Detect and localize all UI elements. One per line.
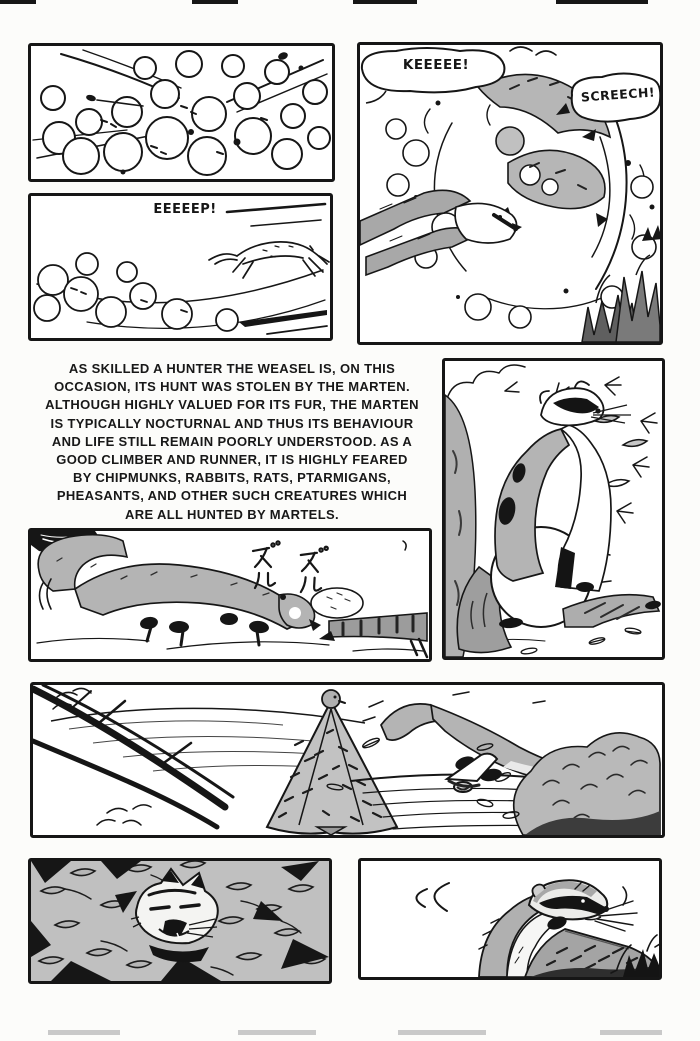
fox-in-leaves-art	[31, 861, 329, 981]
page-bottom-crop-mark	[238, 1030, 316, 1035]
narration-caption	[27, 360, 437, 524]
page-top-crop-mark	[0, 0, 36, 4]
page-top-crop-mark	[353, 0, 417, 4]
speech-bubble-eeeeep: EEEEEP!	[153, 202, 217, 217]
page-top-crop-mark	[556, 0, 648, 4]
page-bottom-crop-mark	[398, 1030, 486, 1035]
panel-hawk-marten-clash	[357, 42, 663, 345]
narration-line: PHEASANTS, AND OTHER SUCH CREATURES WHICH	[56, 488, 408, 504]
narration-line: GOOD CLIMBER AND RUNNER, IT IS HIGHLY FEARED	[56, 452, 408, 468]
panel-marten-feeding	[28, 528, 432, 662]
panel-hawk-mantling-marten-escapes	[30, 682, 665, 838]
panel-weasel-flees	[28, 193, 333, 341]
panel-marten-carrying-prey	[358, 858, 662, 980]
narration-line: IS TYPICALLY NOCTURNAL AND THUS ITS BEHAVIOUR	[50, 415, 414, 431]
marten-carrying-prey-art	[361, 861, 659, 977]
narration-line: ALTHOUGH HIGHLY VALUED FOR ITS FUR, THE MARTEN	[45, 397, 419, 413]
dust-cloud-art	[31, 46, 332, 179]
page-bottom-crop-mark	[48, 1030, 120, 1035]
narration-line: ARE ALL HUNTED BY MARTELS.	[125, 506, 339, 522]
narration-line: OCCASION, ITS HUNT WAS STOLEN BY THE MARTEN.	[54, 379, 410, 395]
panel-fox-in-leaves	[28, 858, 332, 984]
narration-line: BY CHIPMUNKS, RABBITS, RATS, PTARMIGANS,	[72, 470, 392, 486]
sfx-zuru-zuru	[253, 541, 328, 593]
narration-line: AND LIFE STILL REMAIN POORLY UNDERSTOOD. AS A	[51, 433, 413, 449]
panel-marten-with-kill	[442, 358, 665, 660]
narration-line: AS SKILLED A HUNTER THE WEASEL IS, ON THIS	[68, 361, 396, 376]
speech-bubble-screech: SCREECH!	[580, 84, 656, 105]
panel-dust-cloud-scuffle	[28, 43, 335, 182]
speech-bubble-keeeee: KEEEEE!	[402, 57, 470, 73]
fleeing-weasel-art	[31, 196, 330, 338]
marten-with-kill-art	[445, 361, 662, 657]
log-scene-art	[33, 685, 662, 835]
page-bottom-crop-mark	[600, 1030, 662, 1035]
marten-feeding-art	[31, 531, 429, 659]
page-top-crop-mark	[192, 0, 238, 4]
